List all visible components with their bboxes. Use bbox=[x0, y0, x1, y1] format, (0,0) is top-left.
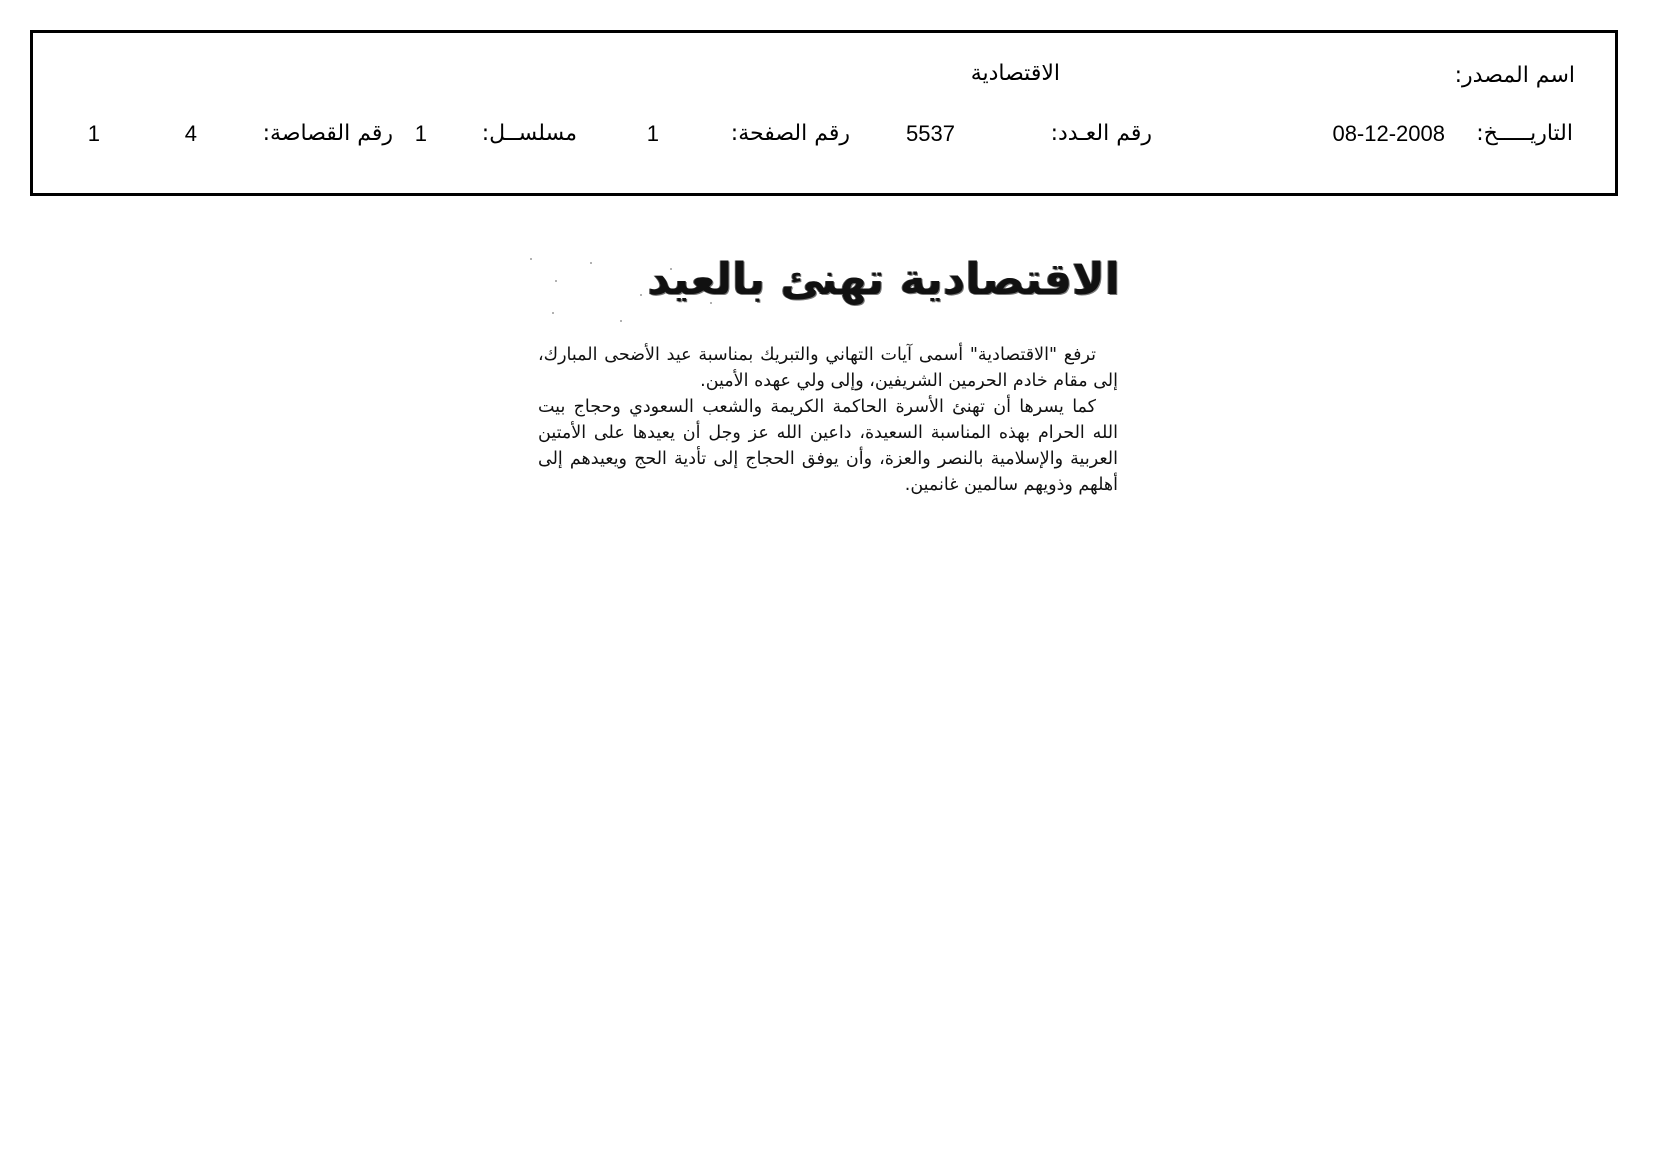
trailing-value: 1 bbox=[87, 121, 100, 146]
article-headline: الاقتصادية تهنئ بالعيد bbox=[647, 254, 1120, 305]
serial-value: 1 bbox=[414, 121, 427, 146]
scan-speck bbox=[640, 294, 642, 296]
scan-speck bbox=[590, 262, 592, 264]
date-value: 08-12-2008 bbox=[1332, 121, 1445, 146]
scan-speck bbox=[552, 312, 554, 314]
newspaper-clipping bbox=[530, 250, 1130, 550]
scan-speck bbox=[530, 258, 532, 260]
source-name-label: اسم المصدر: bbox=[1454, 63, 1575, 88]
article-body bbox=[538, 342, 1118, 498]
issue-number-value: 5537 bbox=[906, 121, 955, 146]
clipping-number-value: 4 bbox=[184, 121, 197, 146]
scan-speck bbox=[555, 280, 557, 282]
page-number-label: رقم الصفحة: bbox=[730, 121, 850, 146]
scan-speck bbox=[620, 320, 622, 322]
source-name-value: الاقتصادية bbox=[970, 61, 1060, 86]
date-label: التاريـــــخ: bbox=[1476, 121, 1573, 146]
serial-label: مسلســل: bbox=[481, 121, 577, 146]
clipping-number-label: رقم القصاصة: bbox=[262, 121, 393, 146]
clipping-header-box bbox=[30, 30, 1618, 196]
page-number-value: 1 bbox=[646, 121, 659, 146]
article-paragraph: كما يسرها أن تهنئ الأسرة الحاكمة الكريمة والشعب السعودي وحجاج بيت الله الحرام بهذه المناسبة السعيدة، داعين الله عز وجل أن يعيدها على الأمتين العربية والإسلامية بالنصر والعزة، وأن يوفق الحجاج إلى تأدية الحج ويعيدهم إلى أهلهم وذويهم سالمين غانمين. bbox=[538, 397, 1118, 495]
article-paragraph: ترفع "الاقتصادية" أسمى آيات التهاني والتبريك بمناسبة عيد الأضحى المبارك، إلى مقام خادم الحرمين الشريفين، وإلى ولي عهده الأمين. bbox=[538, 345, 1118, 391]
issue-number-label: رقم العـدد: bbox=[1050, 121, 1152, 146]
